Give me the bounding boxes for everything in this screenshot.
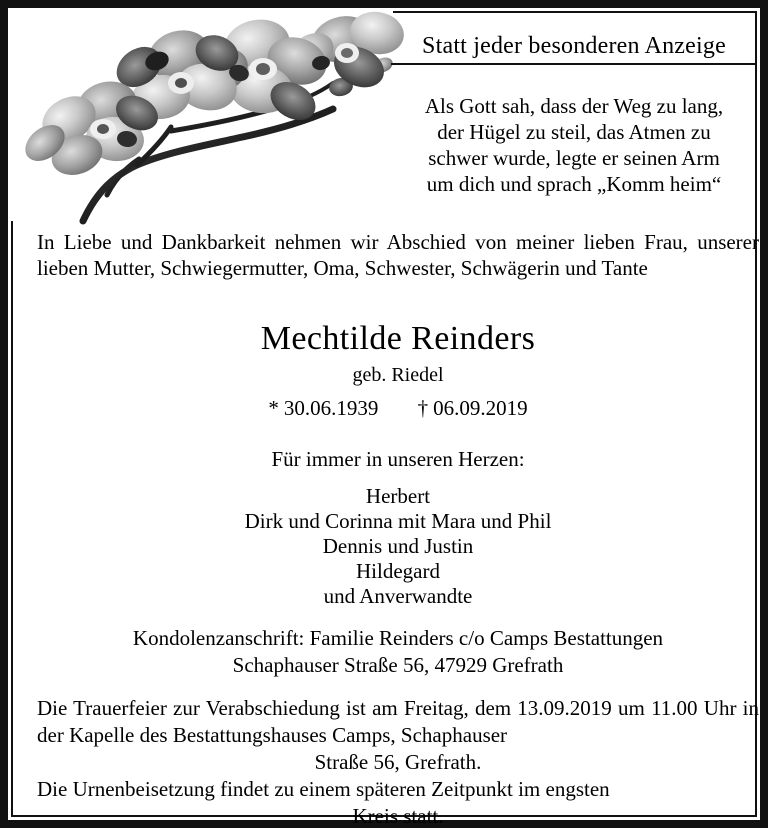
death-date: 06.09.2019 bbox=[433, 396, 528, 420]
deceased-dates bbox=[37, 394, 759, 422]
memorial-verse bbox=[391, 93, 757, 197]
orchid-stem bbox=[83, 78, 367, 221]
notice-content-area bbox=[13, 13, 759, 828]
orchid-branch-image bbox=[11, 9, 393, 221]
condolence-address bbox=[37, 625, 759, 679]
survivors-section bbox=[37, 447, 759, 609]
cross-dagger-icon: † bbox=[417, 396, 429, 420]
deceased-name: Mechtilde Reinders bbox=[260, 320, 536, 357]
burial-text: Die Urnenbeisetzung findet zu einem späteren Zeitpunkt im engsten bbox=[37, 777, 610, 801]
orchid-blossom-center-right bbox=[187, 14, 333, 128]
verse-line: um dich und sprach „Komm heim“ bbox=[426, 172, 722, 196]
farewell-intro-text: In Liebe und Dankbarkeit nehmen wir Abschied von meiner lieben Frau, unserer lieben Mutter, Schwiegermutter, Oma, Schwester, Schwägerin und Tante bbox=[37, 230, 759, 280]
birth-symbol-icon: * bbox=[268, 396, 279, 420]
funeral-details bbox=[37, 695, 759, 830]
ceremony-tail-text: Straße 56, Grefrath. bbox=[314, 750, 482, 774]
notice-header bbox=[391, 31, 757, 65]
ceremony-paragraph bbox=[37, 695, 759, 749]
survivor-line: Dirk und Corinna mit Mara und Phil bbox=[244, 509, 552, 533]
orchid-buds bbox=[327, 55, 395, 99]
header-title: Statt jeder besonderen Anzeige bbox=[422, 33, 726, 59]
verse-line: schwer wurde, legte er seinen Arm bbox=[428, 146, 720, 170]
burial-paragraph bbox=[37, 776, 759, 803]
orchid-blossom-center bbox=[109, 23, 244, 122]
deceased-maiden-name: geb. Riedel bbox=[352, 364, 444, 386]
ceremony-text: Die Trauerfeier zur Verabschiedung ist am Freitag, dem 13.09.2019 um 11.00 Uhr in der Kapelle des Bestattungshauses Camps, Schaphauser bbox=[37, 696, 759, 747]
birth-date-group bbox=[268, 396, 383, 420]
burial-tail-paragraph bbox=[37, 803, 759, 830]
survivor-line: Dennis und Justin bbox=[322, 534, 474, 558]
ceremony-tail-paragraph bbox=[37, 749, 759, 776]
survivor-line: Herbert bbox=[365, 484, 431, 508]
header-underline-rule bbox=[391, 63, 757, 65]
survivors-heading: Für immer in unseren Herzen: bbox=[271, 447, 525, 471]
condolence-line: Kondolenzanschrift: Familie Reinders c/o Camps Bestattungen bbox=[132, 626, 664, 650]
verse-line: Als Gott sah, dass der Weg zu lang, bbox=[424, 94, 724, 118]
burial-tail-text: Kreis statt. bbox=[352, 804, 444, 828]
condolence-line: Schaphauser Straße 56, 47929 Grefrath bbox=[232, 653, 564, 677]
survivor-line: und Anverwandte bbox=[323, 584, 473, 608]
death-date-group bbox=[418, 396, 528, 420]
orchid-blossom-right bbox=[281, 8, 407, 95]
survivor-line: Hildegard bbox=[356, 559, 440, 583]
deceased-section bbox=[37, 319, 759, 422]
orchid-throat-accents bbox=[116, 48, 331, 148]
birth-date: 30.06.1939 bbox=[283, 396, 379, 420]
verse-line: der Hügel zu steil, das Atmen zu bbox=[437, 120, 711, 144]
orchid-blossom-left bbox=[18, 75, 163, 181]
